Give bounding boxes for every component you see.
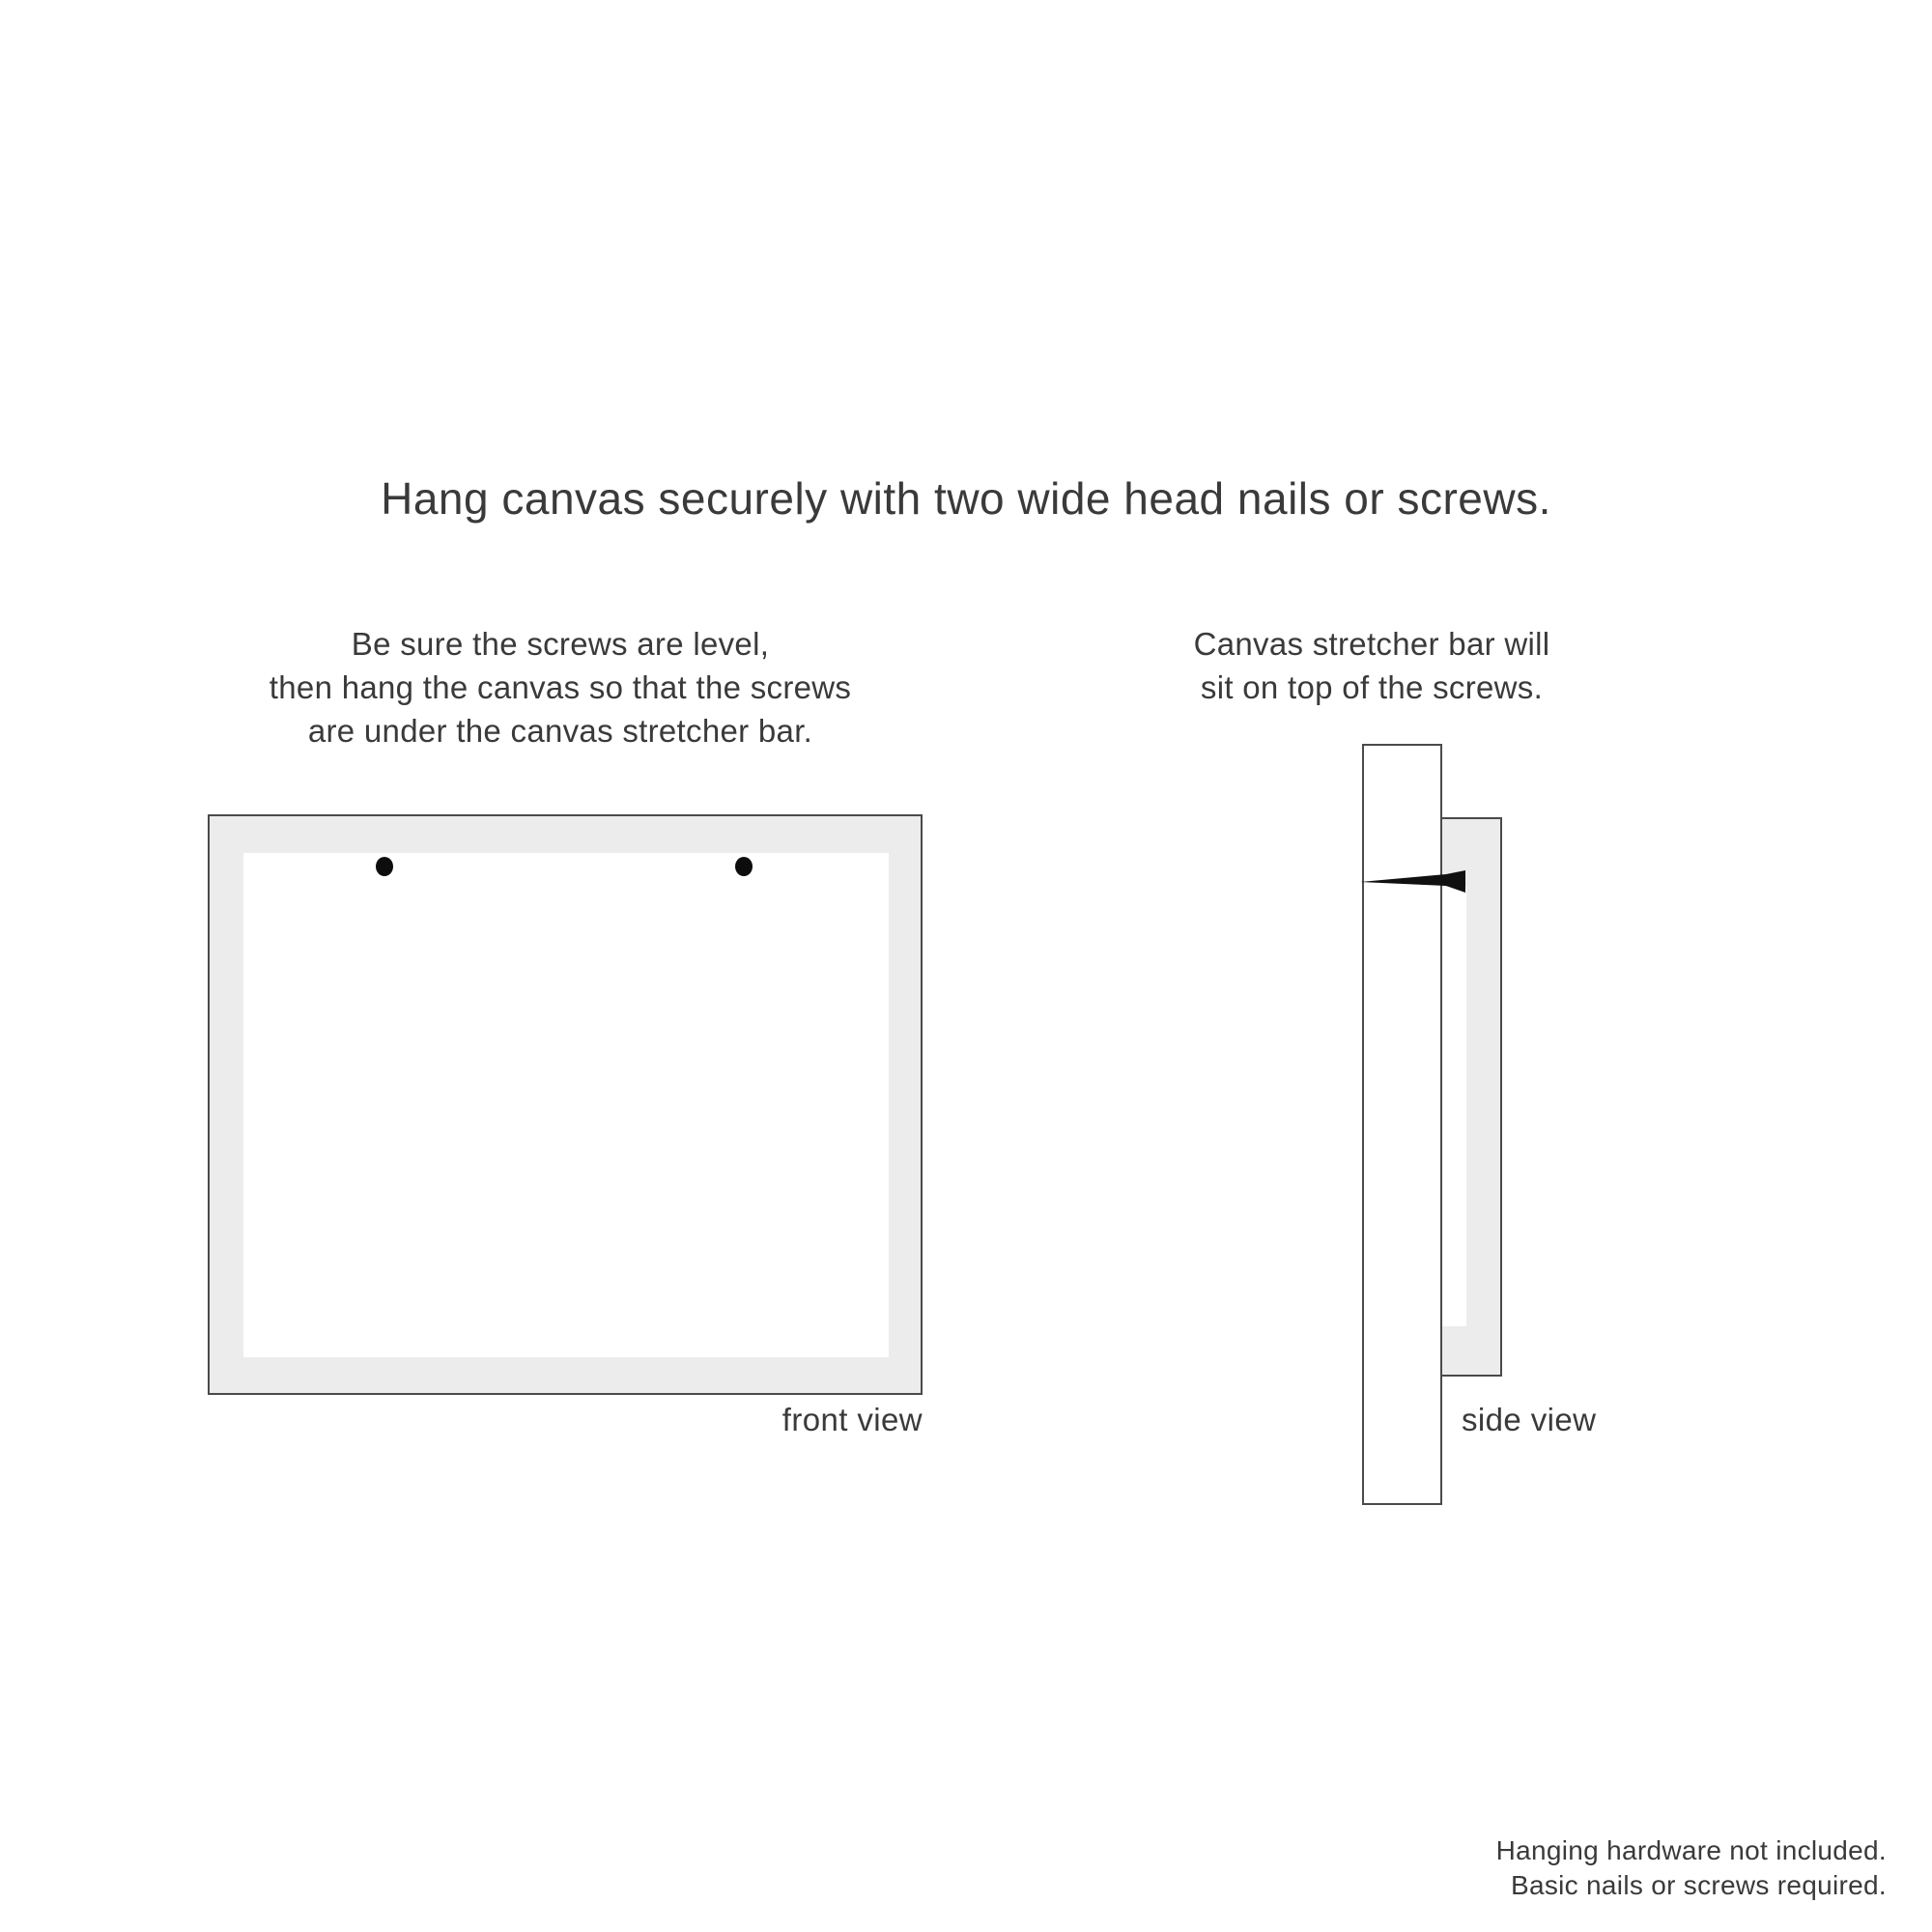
hardware-footnote — [1496, 1833, 1887, 1903]
side-view-canvas-recess — [1442, 887, 1466, 1326]
front-view-caption: front view — [781, 1402, 923, 1437]
front-view-diagram — [208, 814, 923, 1395]
front-instructions-line-2: then hang the canvas so that the screws — [269, 669, 852, 705]
screw-dot-left-icon — [376, 857, 393, 876]
side-instructions-line-2: sit on top of the screws. — [1200, 669, 1544, 705]
canvas-inner-area — [243, 853, 889, 1357]
page-title: Hang canvas securely with two wide head nails or screws. — [381, 473, 1551, 524]
footnote-line-1: Hanging hardware not included. — [1495, 1835, 1887, 1865]
side-view-caption: side view — [1462, 1402, 1597, 1437]
side-view-wall-bar — [1362, 744, 1442, 1505]
screw-dot-right-icon — [735, 857, 753, 876]
nail-icon — [1352, 860, 1478, 903]
front-instructions-line-3: are under the canvas stretcher bar. — [307, 713, 813, 749]
front-instructions-line-1: Be sure the screws are level, — [351, 626, 770, 662]
side-instructions — [1063, 622, 1681, 709]
footnote-line-2: Basic nails or screws required. — [1511, 1870, 1887, 1900]
front-instructions — [174, 622, 947, 753]
side-instructions-line-1: Canvas stretcher bar will — [1193, 626, 1550, 662]
